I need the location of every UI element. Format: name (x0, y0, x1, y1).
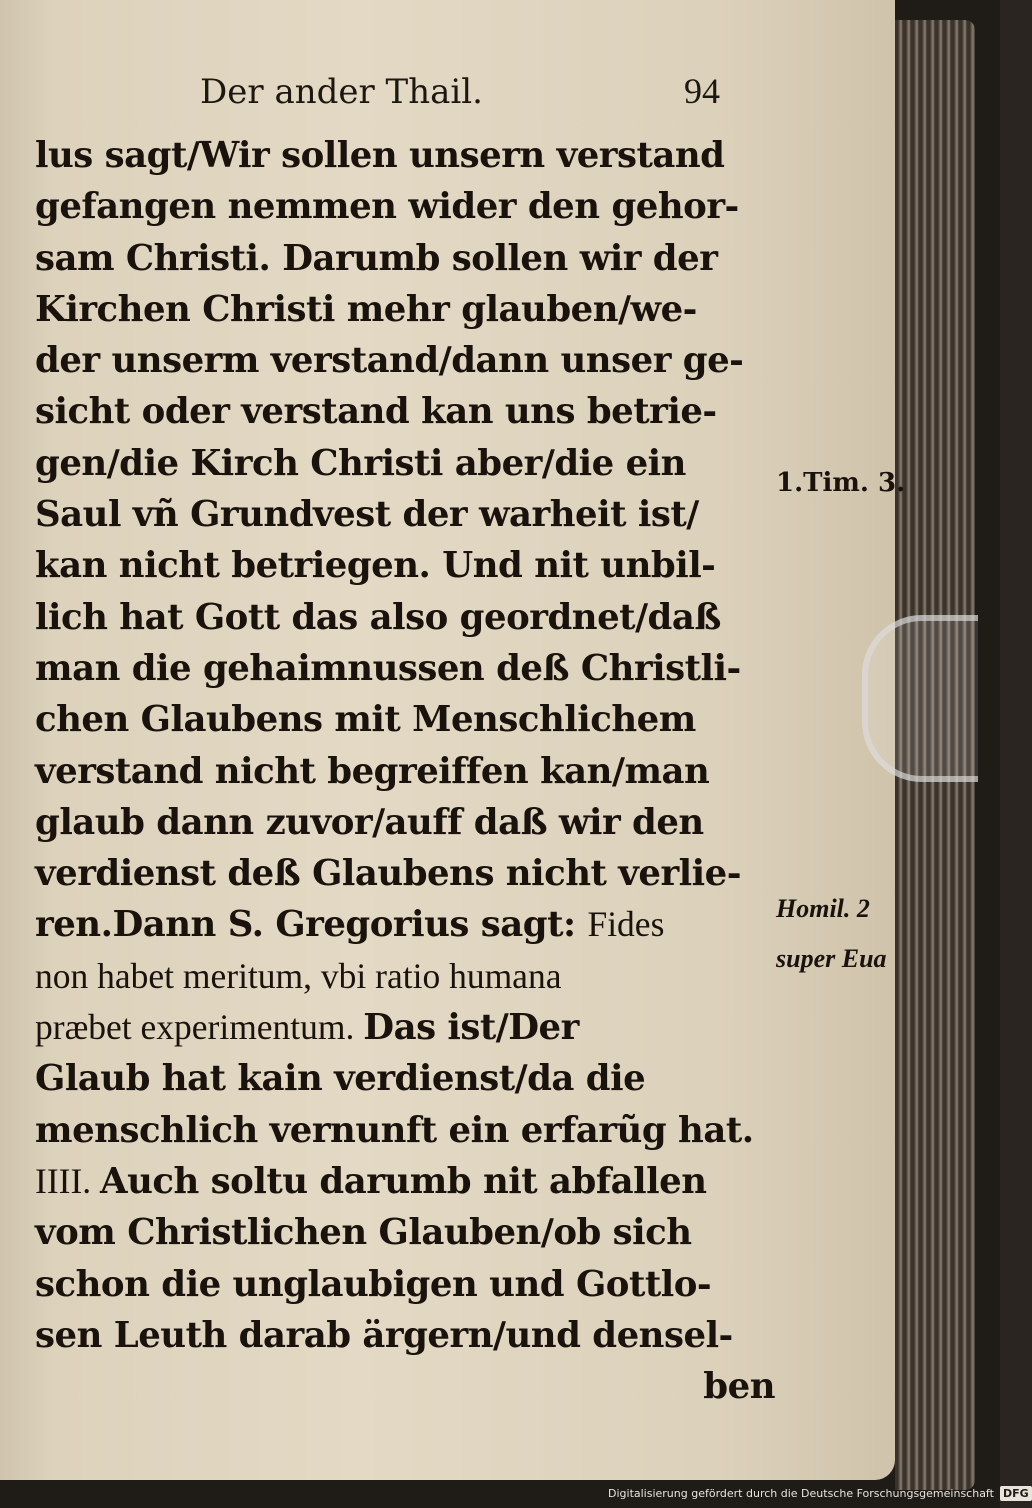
text-segment: ben (703, 1366, 775, 1408)
text-line (35, 1002, 775, 1053)
text-segment: sen Leuth darab ärgern/und densel- (35, 1314, 733, 1356)
text-line (35, 1207, 775, 1258)
text-line (35, 1105, 775, 1156)
text-line (35, 438, 775, 489)
text-line (35, 1053, 775, 1104)
text-segment: Auch soltu darumb nit abfallen (100, 1160, 707, 1202)
page-number: 94 (684, 71, 720, 111)
text-line (35, 386, 775, 437)
text-segment: IIII. (35, 1160, 101, 1201)
text-line (35, 1361, 775, 1412)
text-line (35, 284, 775, 335)
text-line (35, 1310, 775, 1361)
text-segment: Das ist/Der (363, 1007, 579, 1049)
text-segment: non habet meritum, vbi ratio humana (35, 955, 562, 996)
text-segment: chen Glaubens mit Menschlichem (35, 699, 696, 741)
text-segment: schon die unglaubigen und Gottlo- (35, 1263, 712, 1305)
text-line (35, 130, 775, 181)
text-line (35, 181, 775, 232)
text-line (35, 746, 775, 797)
text-segment: sicht oder verstand kan uns betrie- (35, 391, 717, 433)
body-text (35, 130, 775, 1412)
text-segment: Saul vñ Grundvest der warheit ist/ (35, 494, 699, 536)
text-segment: verstand nicht begreiffen kan/man (35, 750, 710, 792)
text-segment: kan nicht betriegen. Und nit unbil- (35, 545, 716, 587)
text-line (35, 643, 775, 694)
text-line (35, 489, 775, 540)
book-clip (862, 615, 978, 782)
text-segment: man die gehaimnussen deß Christli- (35, 647, 741, 689)
footer (608, 1483, 1032, 1503)
page-header (200, 70, 720, 112)
text-line (35, 1156, 775, 1207)
text-segment: menschlich vernunft ein erfarũg hat. (35, 1109, 754, 1151)
text-segment: lich hat Gott das also geordnet/daß (35, 596, 721, 638)
text-line (35, 899, 775, 950)
text-segment: der unserm verstand/dann unser ge- (35, 340, 744, 382)
text-line (35, 797, 775, 848)
text-line (35, 694, 775, 745)
text-segment: verdienst deß Glaubens nicht verlie- (35, 853, 741, 895)
text-segment: sam Christi. Darumb sollen wir der (35, 237, 718, 279)
text-segment: gen/die Kirch Christi aber/die ein (35, 442, 686, 484)
text-segment: Kirchen Christi mehr glauben/we- (35, 288, 697, 330)
text-segment: vom Christlichen Glauben/ob sich (35, 1212, 692, 1254)
text-segment: lus sagt/Wir sollen unsern verstand (35, 135, 725, 176)
margin-note-tim: 1.Tim. 3. (776, 468, 906, 498)
running-head: Der ander Thail. (200, 72, 483, 112)
text-segment: Fides (587, 904, 665, 945)
text-segment: præbet experimentum. (35, 1007, 364, 1048)
text-line (35, 592, 775, 643)
text-segment: ren.Dann S. Gregorius sagt: (35, 904, 588, 946)
footer-credit: Digitalisierung gefördert durch die Deutsche Forschungsgemeinschaft (608, 1486, 994, 1500)
text-line (35, 951, 775, 1002)
text-segment: gefangen nemmen wider den gehor- (35, 186, 739, 228)
text-line (35, 540, 775, 591)
text-line (35, 848, 775, 899)
text-line (35, 233, 775, 284)
text-segment: Glaub hat kain verdienst/da die (35, 1058, 646, 1100)
dfg-logo: DFG (1000, 1486, 1032, 1501)
text-line (35, 335, 775, 386)
text-segment: glaub dann zuvor/auff daß wir den (35, 801, 704, 843)
margin-note-super: super Eua (776, 944, 887, 973)
margin-note-homil: Homil. 2 (776, 894, 870, 923)
text-line (35, 1259, 775, 1310)
